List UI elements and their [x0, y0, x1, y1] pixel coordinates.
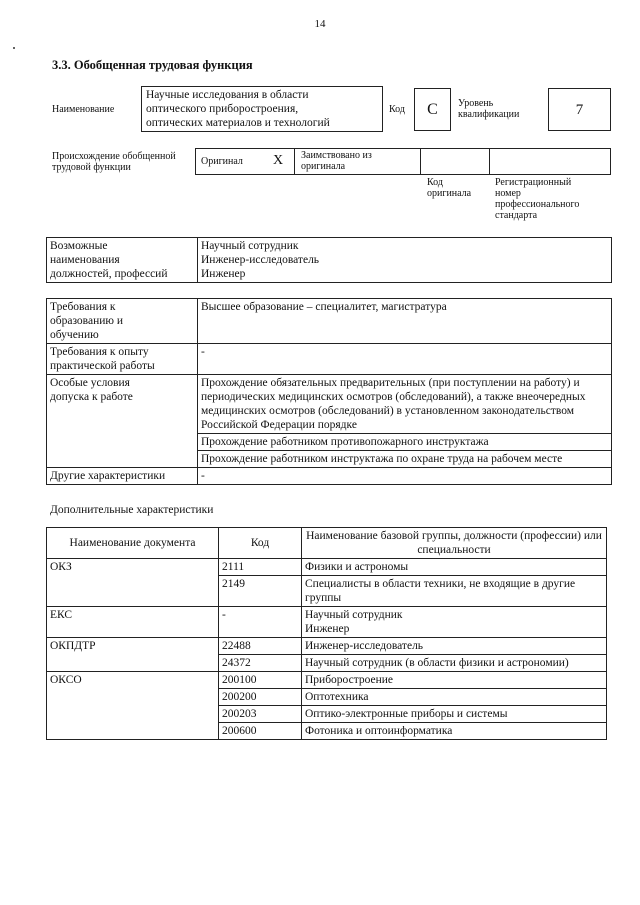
req-label — [47, 344, 198, 375]
reg-caption-line: номер — [495, 188, 521, 199]
doc-name-cell: ОКЗ — [47, 559, 219, 607]
label-line: наименования — [50, 254, 120, 266]
borrowed-cell — [294, 148, 421, 175]
positions-label — [47, 238, 198, 283]
page-number: 14 — [314, 18, 326, 30]
group-name-cell: Научный сотрудник Инженер — [302, 607, 607, 638]
origin-label-line: Происхождение обобщенной — [52, 151, 176, 162]
code-cell: 24372 — [219, 655, 302, 672]
label-line: образованию и — [50, 315, 123, 327]
table-row — [47, 559, 607, 576]
group-name-cell: Инженер-исследователь — [302, 638, 607, 655]
borrowed-label-line: Заимствовано из — [301, 150, 372, 161]
label-line: обучению — [50, 329, 99, 341]
origin-label-line: трудовой функции — [52, 162, 131, 173]
table-row — [47, 238, 612, 283]
req-label — [47, 299, 198, 344]
positions-values — [198, 238, 612, 283]
borrowed-label-line: оригинала — [301, 161, 346, 172]
position-item: Инженер — [201, 268, 246, 280]
code-caption — [427, 177, 471, 199]
position-item: Научный сотрудник — [201, 240, 299, 252]
group-name-cell: Научный сотрудник (в области физики и астрономии) — [302, 655, 607, 672]
reg-caption-line: Регистрационный — [495, 177, 572, 188]
req-label — [47, 468, 198, 485]
req-label — [47, 375, 198, 468]
group-name-cell: Оптико-электронные приборы и системы — [302, 706, 607, 723]
original-mark: X — [273, 153, 284, 168]
code-cell: 2149 — [219, 576, 302, 607]
doc-name-cell: ЕКС — [47, 607, 219, 638]
level-label-line: квалификации — [458, 109, 520, 120]
code-cell: 22488 — [219, 638, 302, 655]
header-doc: Наименование документа — [47, 528, 219, 559]
additional-body — [47, 559, 607, 740]
level-label — [458, 98, 519, 120]
name-value-line: оптического приборостроения, — [146, 103, 299, 115]
section-heading: 3.3. Обобщенная трудовая функция — [52, 58, 253, 72]
code-caption-line: Код — [427, 177, 443, 188]
group-name-cell: Фотоника и оптоинформатика — [302, 723, 607, 740]
level-value: 7 — [548, 88, 611, 131]
req-value: - — [198, 344, 612, 375]
doc-name-cell: ОКСО — [47, 672, 219, 740]
name-value-line: оптических материалов и технологий — [146, 117, 330, 129]
registration-number-cell — [489, 148, 611, 175]
table-row — [47, 344, 612, 375]
header-code: Код — [219, 528, 302, 559]
req-value: Прохождение работником противопожарного инструктажа — [198, 434, 612, 451]
label-line: должностей, профессий — [50, 268, 168, 280]
table-row — [47, 672, 607, 689]
group-name-cell: Физики и астрономы — [302, 559, 607, 576]
registration-caption — [495, 177, 579, 221]
table-header-row — [47, 528, 607, 559]
group-name-cell: Приборостроение — [302, 672, 607, 689]
additional-table — [46, 527, 607, 740]
code-caption-line: оригинала — [427, 188, 472, 199]
table-row — [47, 468, 612, 485]
label-line: Требования к — [50, 301, 116, 313]
origin-label — [52, 151, 176, 173]
code-value: C — [414, 88, 451, 131]
doc-name-cell: ОКПДТР — [47, 638, 219, 672]
positions-table — [46, 237, 612, 283]
name-value-line: Научные исследования в области — [146, 89, 309, 101]
requirements-table — [46, 298, 612, 485]
table-row — [47, 375, 612, 434]
reg-caption-line: профессионального — [495, 199, 580, 210]
code-cell: 200203 — [219, 706, 302, 723]
label-line: Особые условия — [50, 377, 130, 389]
code-cell: - — [219, 607, 302, 638]
code-cell: 200100 — [219, 672, 302, 689]
table-row — [47, 638, 607, 655]
label-line: Другие характеристики — [50, 470, 166, 482]
original-label: Оригинал — [201, 156, 243, 167]
position-item: Инженер-исследователь — [201, 254, 320, 266]
code-label: Код — [389, 104, 405, 115]
code-cell: 2111 — [219, 559, 302, 576]
original-cell — [195, 148, 295, 175]
label-line: Требования к опыту — [50, 346, 149, 358]
level-label-line: Уровень — [458, 98, 494, 109]
group-name-cell: Оптотехника — [302, 689, 607, 706]
group-name-cell: Специалисты в области техники, не входящие в другие группы — [302, 576, 607, 607]
req-value: Прохождение обязательных предварительных (при поступлении на работу) и периодических медицинских осмотров (обследований), а также внеочередных медицинских осмотров (обследований) в установленном законодательством Российской Федерации порядке — [198, 375, 612, 434]
label-line: практической работы — [50, 360, 155, 372]
name-label: Наименование — [52, 104, 115, 115]
header-name: Наименование базовой группы, должности (профессии) или специальности — [302, 528, 607, 559]
label-line: допуска к работе — [50, 391, 133, 403]
additional-title: Дополнительные характеристики — [50, 504, 214, 516]
req-value: Прохождение работником инструктажа по охране труда на рабочем месте — [198, 451, 612, 468]
original-code-cell — [420, 148, 490, 175]
req-value: Высшее образование – специалитет, магистратура — [198, 299, 612, 344]
scan-speck — [13, 47, 15, 49]
req-value: - — [198, 468, 612, 485]
reg-caption-line: стандарта — [495, 210, 538, 221]
code-cell: 200600 — [219, 723, 302, 740]
name-value-box — [141, 86, 383, 132]
code-cell: 200200 — [219, 689, 302, 706]
table-row — [47, 299, 612, 344]
table-row — [47, 607, 607, 638]
label-line: Возможные — [50, 240, 108, 252]
